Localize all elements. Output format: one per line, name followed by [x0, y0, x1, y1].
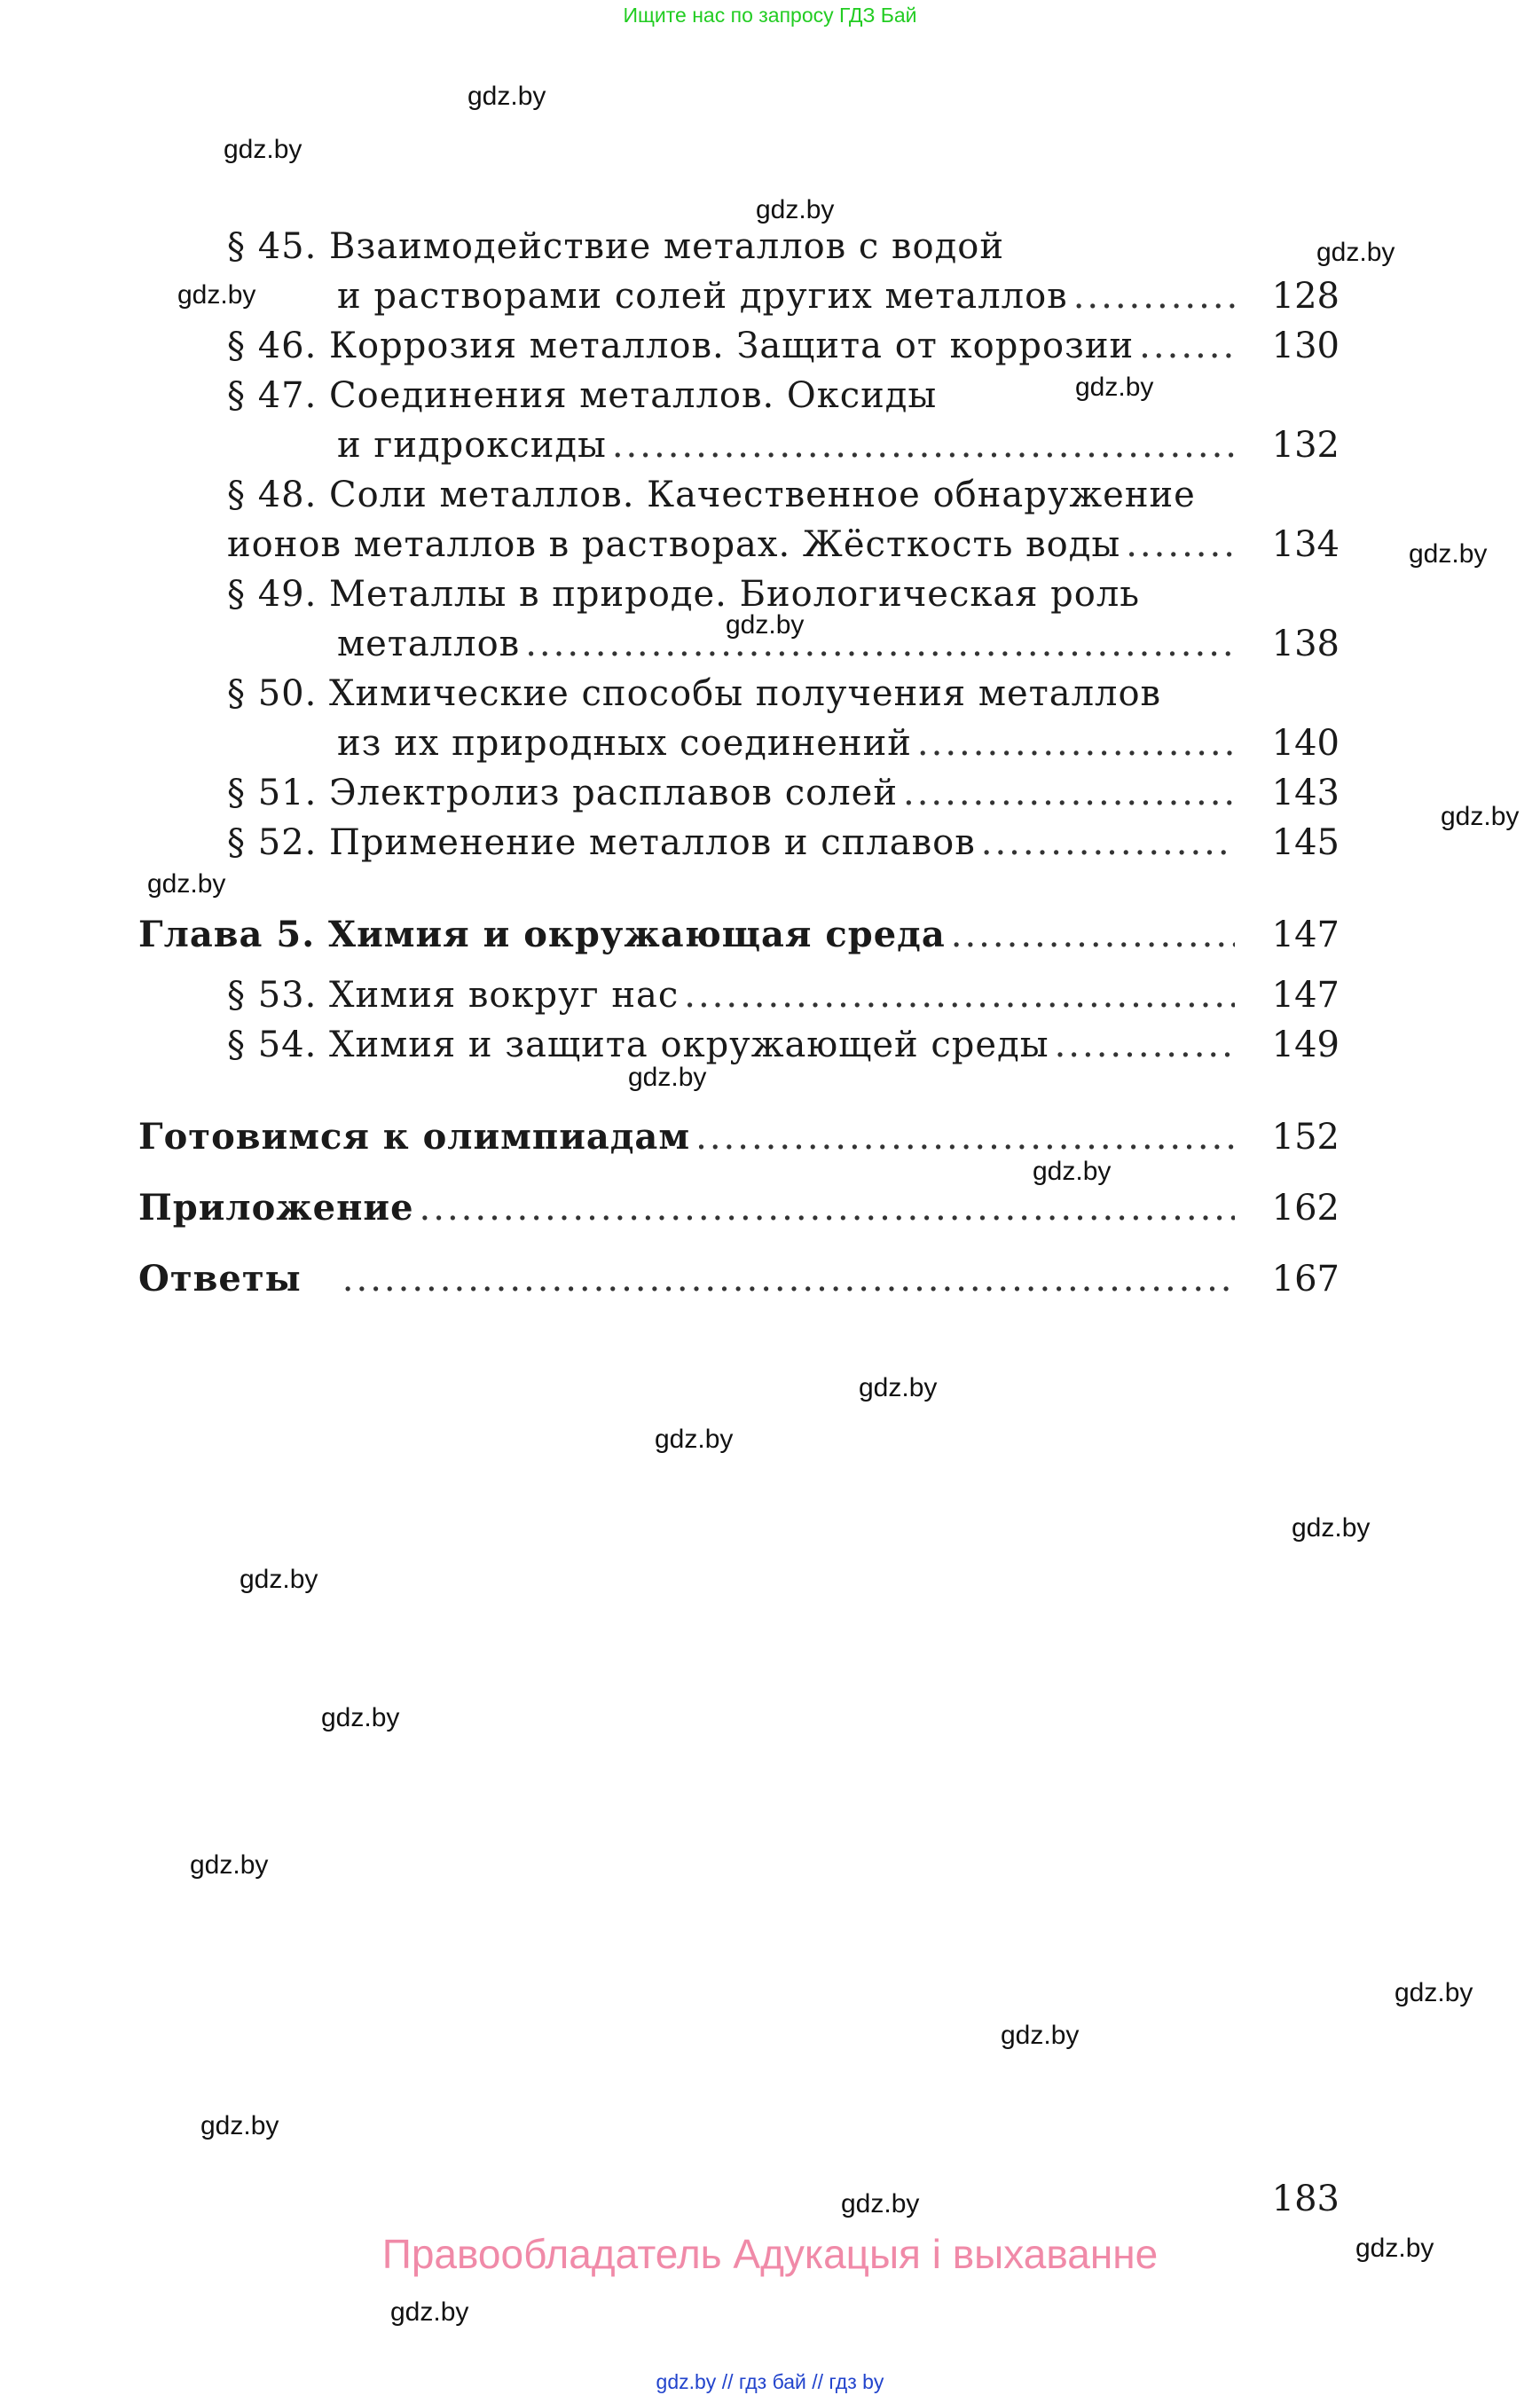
watermark: gdz.by	[177, 280, 256, 310]
watermark: gdz.by	[655, 1425, 734, 1454]
toc-entry	[227, 1020, 1240, 1070]
toc-entry	[227, 569, 1140, 619]
toc-entry	[227, 818, 1240, 868]
toc-entry-text: § 54. Химия и защита окружающей среды	[227, 1025, 1049, 1065]
toc-leader-dots	[684, 970, 1235, 1020]
toc-entry	[227, 371, 937, 420]
toc-chapter	[138, 1254, 1240, 1304]
toc-entry-text: § 48. Соли металлов. Качественное обнаружение	[227, 475, 1196, 515]
watermark: gdz.by	[190, 1850, 269, 1880]
toc-chapter	[138, 1183, 1240, 1233]
toc-entry	[227, 222, 1004, 271]
watermark: gdz.by	[390, 2297, 469, 2327]
toc-page-number: 138	[1271, 624, 1340, 664]
toc-page-number: 145	[1271, 822, 1340, 863]
toc-leader-dots	[525, 619, 1235, 669]
watermark: gdz.by	[726, 610, 805, 640]
toc-entry-text: из их природных соединений	[337, 723, 912, 764]
toc-leader-dots	[1139, 321, 1235, 371]
watermark: gdz.by	[1395, 1978, 1473, 2007]
toc-entry-text: Приложение	[138, 1187, 414, 1229]
toc-entry	[337, 271, 1240, 321]
toc-page-number: 132	[1271, 425, 1340, 466]
watermark: gdz.by	[321, 1703, 400, 1732]
page-number: 183	[1271, 2179, 1340, 2219]
toc-chapter	[138, 1112, 1240, 1162]
toc-page-number: 167	[1271, 1259, 1340, 1300]
watermark: gdz.by	[859, 1373, 938, 1402]
watermark: gdz.by	[1355, 2234, 1434, 2263]
toc-page-number: 128	[1271, 276, 1340, 317]
toc-entry	[227, 970, 1240, 1020]
toc-entry-text: ионов металлов в растворах. Жёсткость воды	[227, 524, 1121, 565]
toc-leader-dots	[342, 1254, 1235, 1304]
watermark: gdz.by	[628, 1063, 707, 1092]
toc-leader-dots	[903, 768, 1235, 818]
toc-leader-dots	[981, 818, 1235, 868]
watermark: gdz.by	[1316, 238, 1395, 267]
toc-page-number: 147	[1271, 975, 1340, 1016]
watermark: gdz.by	[200, 2111, 279, 2140]
watermark: gdz.by	[147, 869, 226, 899]
toc-page-number: 130	[1271, 326, 1340, 366]
copyright-notice: Правообладатель Адукацыя і выхаванне	[381, 2231, 1159, 2277]
toc-entry-text: Глава 5. Химия и окружающая среда	[138, 914, 946, 955]
toc-leader-dots	[1126, 520, 1235, 569]
watermark: gdz.by	[240, 1565, 318, 1594]
toc-entry	[227, 520, 1240, 569]
toc-entry-text: § 47. Соединения металлов. Оксиды	[227, 375, 938, 416]
toc-entry-text: § 49. Металлы в природе. Биологическая роль	[227, 574, 1141, 615]
toc-entry-text: § 45. Взаимодействие металлов с водой	[227, 226, 1005, 267]
watermark: gdz.by	[1441, 802, 1520, 831]
toc-leader-dots	[420, 1183, 1235, 1233]
toc-page-number: 143	[1271, 773, 1340, 813]
watermark: gdz.by	[224, 135, 302, 164]
toc-page-number: 162	[1271, 1188, 1340, 1229]
toc-entry-text: и растворами солей других металлов	[337, 276, 1068, 317]
top-banner[interactable]: Ищите нас по запросу ГДЗ Бай	[623, 4, 917, 27]
toc-page-number: 149	[1271, 1025, 1340, 1065]
toc-page-number: 134	[1271, 524, 1340, 565]
toc-entry-text: металлов	[337, 624, 521, 664]
watermark: gdz.by	[1001, 2021, 1080, 2050]
bottom-links[interactable]: gdz.by // гдз бай // гдз by	[656, 2370, 884, 2393]
toc-entry-text: § 50. Химические способы получения металлов	[227, 673, 1162, 714]
toc-entry	[227, 321, 1240, 371]
toc-entry	[227, 470, 1196, 520]
toc-entry-text: § 46. Коррозия металлов. Защита от коррозии	[227, 326, 1135, 366]
toc-entry-text: Готовимся к олимпиадам	[138, 1116, 691, 1158]
toc-entry-text: § 51. Электролиз расплавов солей	[227, 773, 898, 813]
watermark: gdz.by	[1033, 1157, 1112, 1186]
toc-page-number: 140	[1271, 723, 1340, 764]
toc-entry-text: § 52. Применение металлов и сплавов	[227, 822, 976, 863]
toc-leader-dots	[917, 719, 1235, 768]
toc-entry-text: и гидроксиды	[337, 425, 607, 466]
toc-entry	[337, 420, 1240, 470]
toc-entry	[337, 619, 1240, 669]
toc-entry	[227, 768, 1240, 818]
toc-leader-dots	[1073, 271, 1235, 321]
toc-entry-text: § 53. Химия вокруг нас	[227, 975, 680, 1016]
toc-leader-dots	[695, 1112, 1235, 1162]
watermark: gdz.by	[1409, 539, 1488, 569]
watermark: gdz.by	[841, 2189, 920, 2218]
toc-page-number: 147	[1271, 915, 1340, 955]
watermark: gdz.by	[468, 82, 546, 111]
toc-chapter	[138, 910, 1240, 960]
toc-entry-text: Ответы	[138, 1258, 302, 1300]
toc-page-number: 152	[1271, 1117, 1340, 1158]
watermark: gdz.by	[756, 195, 835, 224]
watermark: gdz.by	[1292, 1513, 1371, 1543]
toc-leader-dots	[1055, 1020, 1235, 1070]
toc-entry	[337, 719, 1240, 768]
toc-leader-dots	[951, 910, 1235, 960]
toc-leader-dots	[612, 420, 1235, 470]
toc-entry	[227, 669, 1161, 719]
watermark: gdz.by	[1075, 373, 1154, 402]
